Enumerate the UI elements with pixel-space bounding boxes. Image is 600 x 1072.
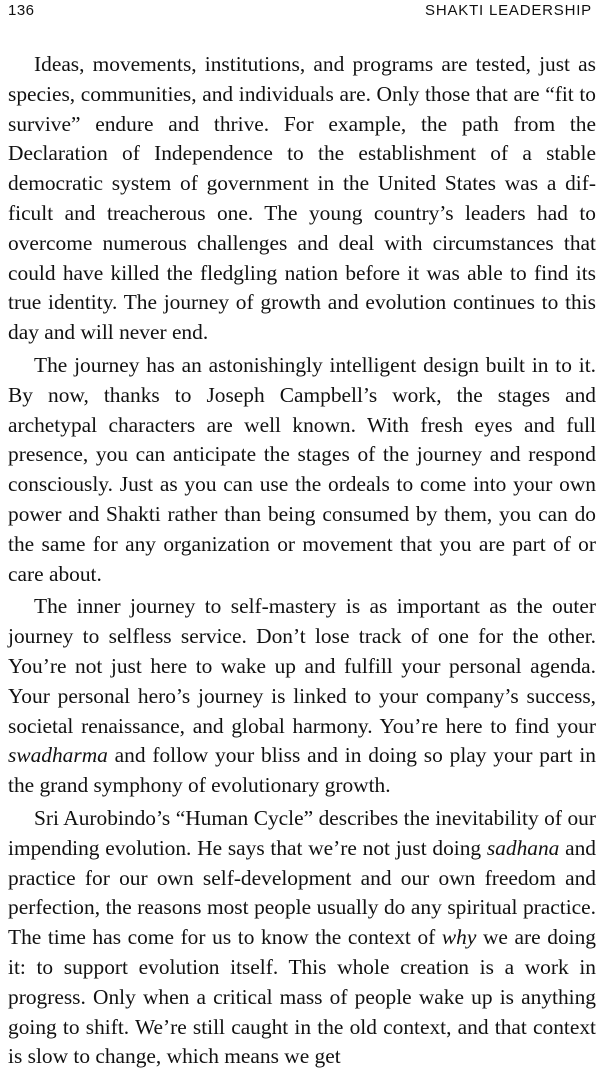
paragraph-text: The inner journey to self-mastery is as important as the outer journey to selfless service. Don’t lose track of one for the other. You’re not just here to wake up and fulfill your personal agenda. Your personal hero’s journey is linked to your company’s success, societal renaissance, and global harmony. You’re here to find your [8, 594, 596, 738]
paragraph-text: Sri Aurobindo’s “Human Cycle” describes the inevitability of our impending evolution. He says that we’re not just doing [8, 805, 596, 860]
paragraph-inner-journey [8, 592, 596, 801]
italic-term-why: why [441, 925, 477, 950]
italic-term-sadhana: sadhana [486, 835, 560, 860]
paragraph-text: and practice for our own self-development and our own freedom and perfection, the reasons most people usually do any spiritual practice. The time has come for us to know the context of [8, 835, 596, 950]
body-text [8, 50, 596, 1072]
paragraph-fit-to-survive [8, 50, 596, 348]
running-header [8, 2, 592, 22]
paragraph-human-cycle [8, 804, 596, 1072]
paragraph-text: Ideas, movements, institutions, and programs are tested, just as species, communities, and individuals are. Only those that are “fit to survive” endure and thrive. For example, the path from the Declaration of Independence to the establishment of a stable democratic system of government in the United States was a difficult and treacherous one. The young country’s leaders had to overcome numerous challenges and deal with circumstances that could have killed the fledgling nation before it was able to find its true identity. The journey of growth and evolution continues to this day and will never end. [8, 52, 596, 345]
paragraph-text: we are doing it: to support evolution itself. This whole creation is a work in progress. Only when a critical mass of people wake up is anything going to shift. We’re still caught in the old context, and that context is slow to change, which means we get [8, 925, 596, 1069]
paragraph-text: The journey has an astonishingly intelligent design built in to it. By now, thanks to Joseph Campbell’s work, the stages and archetypal characters are well known. With fresh eyes and full presence, you can anticipate the stages of the journey and respond consciously. Just as you can use the ordeals to come into your own power and Shakti rather than being consumed by them, you can do the same for any organization or movement that you are part of or care about. [8, 352, 596, 586]
italic-term-swadharma: swadharma [8, 743, 108, 768]
page-number: 136 [8, 2, 35, 19]
paragraph-text: and follow your bliss and in doing so play your part in the grand symphony of evolutionary growth. [8, 743, 596, 798]
running-title: SHAKTI LEADERSHIP [425, 2, 592, 19]
paragraph-journey-design [8, 351, 596, 589]
